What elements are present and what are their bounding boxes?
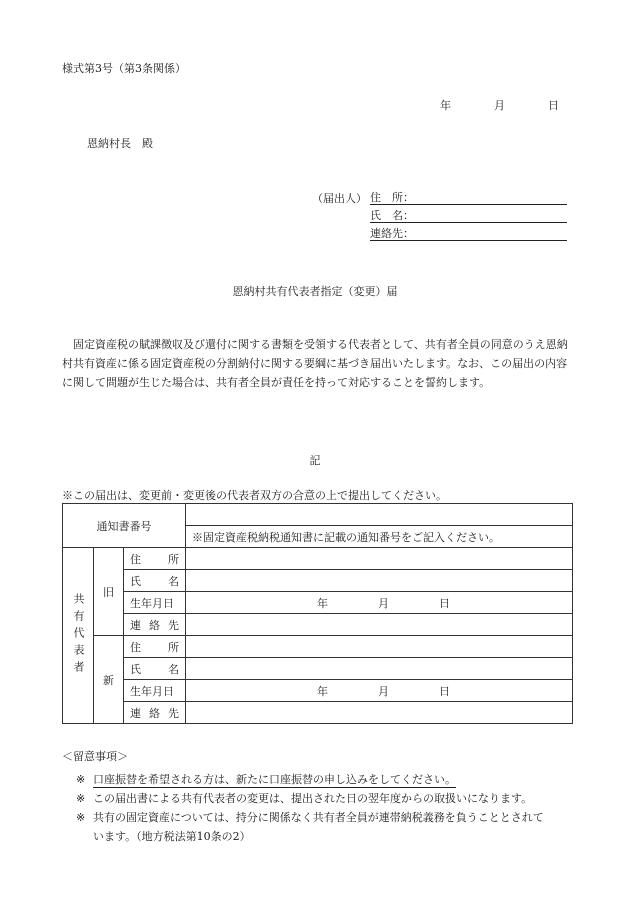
- new-name-input[interactable]: [186, 658, 573, 680]
- new-address-input[interactable]: [186, 636, 573, 658]
- date-year: 年: [440, 99, 451, 112]
- new-contact-input[interactable]: [186, 702, 573, 724]
- caution-text: 口座振替を希望される方は、新たに口座振替の申し込みをしてください。: [93, 773, 456, 786]
- applicant-contact-field[interactable]: [370, 225, 567, 241]
- top-note: ※この届出は、変更前・変更後の代表者双方の合意の上で提出してください。: [62, 489, 447, 502]
- new-birthdate-label: 生年月日: [124, 680, 186, 702]
- form-number: 様式第3号（第3条関係）: [62, 62, 186, 75]
- date-line: [440, 97, 559, 113]
- caution-text: 共有の固定資産については、持分に関係なく共有者全員が連帯納税義務を負うこととされて: [93, 811, 544, 824]
- old-birthdate-label: 生年月日: [124, 592, 186, 614]
- old-name-label: 氏 名: [124, 570, 186, 592]
- registration-table: [62, 503, 573, 724]
- old-label: 旧: [94, 548, 124, 636]
- applicant-address-label: 住 所：: [370, 191, 414, 204]
- new-label: 新: [94, 636, 124, 724]
- caution-mark: ※: [76, 811, 86, 824]
- group-label: 共有代表者: [63, 548, 94, 724]
- caution-mark: ※: [76, 773, 86, 786]
- applicant-label: （届出人）: [312, 192, 367, 205]
- new-name-label: 氏 名: [124, 658, 186, 680]
- notice-number-input[interactable]: [186, 504, 573, 526]
- old-address-label: 住 所: [124, 548, 186, 570]
- caution-text: この届出書による共有代表者の変更は、提出された日の翌年度からの取扱いになります。: [93, 792, 533, 805]
- notice-number-label: 通知書番号: [63, 504, 186, 548]
- old-contact-input[interactable]: [186, 614, 573, 636]
- caution-item: [76, 828, 251, 844]
- caution-item: [76, 790, 532, 806]
- date-month: 月: [494, 99, 505, 112]
- new-contact-label: 連 絡 先: [124, 702, 186, 724]
- addressee: 恩納村長 殿: [87, 137, 153, 150]
- ki-mark: 記: [309, 454, 321, 467]
- caution-text: います。（地方税法第10条の2）: [93, 830, 251, 843]
- applicant-name-label: 氏 名：: [370, 209, 414, 222]
- old-address-input[interactable]: [186, 548, 573, 570]
- old-name-input[interactable]: [186, 570, 573, 592]
- old-birthdate-input[interactable]: 年 月 日: [186, 592, 573, 614]
- body-text: 固定資産税の賦課徴収及び還付に関する書類を受領する代表者として、共有者全員の同意のうえ恩納村共有資産に係る固定資産税の分割納付に関する要綱に基づき届出いたします。なお、この届出の内容に関して問題が生じた場合は、共有者全員が責任を持って対応することを誓約します。: [62, 338, 568, 389]
- caution-item: [76, 771, 456, 787]
- date-day: 日: [548, 99, 559, 112]
- new-birthdate-input[interactable]: 年 月 日: [186, 680, 573, 702]
- notice-number-hint: ※固定資産税納税通知書に記載の通知番号をご記入ください。: [186, 526, 573, 548]
- new-address-label: 住 所: [124, 636, 186, 658]
- applicant-name-field[interactable]: [370, 207, 567, 223]
- caution-item: [76, 809, 544, 825]
- applicant-contact-label: 連絡先：: [370, 227, 414, 240]
- caution-mark: ※: [76, 792, 86, 805]
- caution-heading: ＜留意事項＞: [62, 750, 128, 763]
- applicant-address-field[interactable]: [370, 189, 567, 205]
- document-title: 恩納村共有代表者指定（変更）届: [232, 285, 398, 298]
- old-contact-label: 連 絡 先: [124, 614, 186, 636]
